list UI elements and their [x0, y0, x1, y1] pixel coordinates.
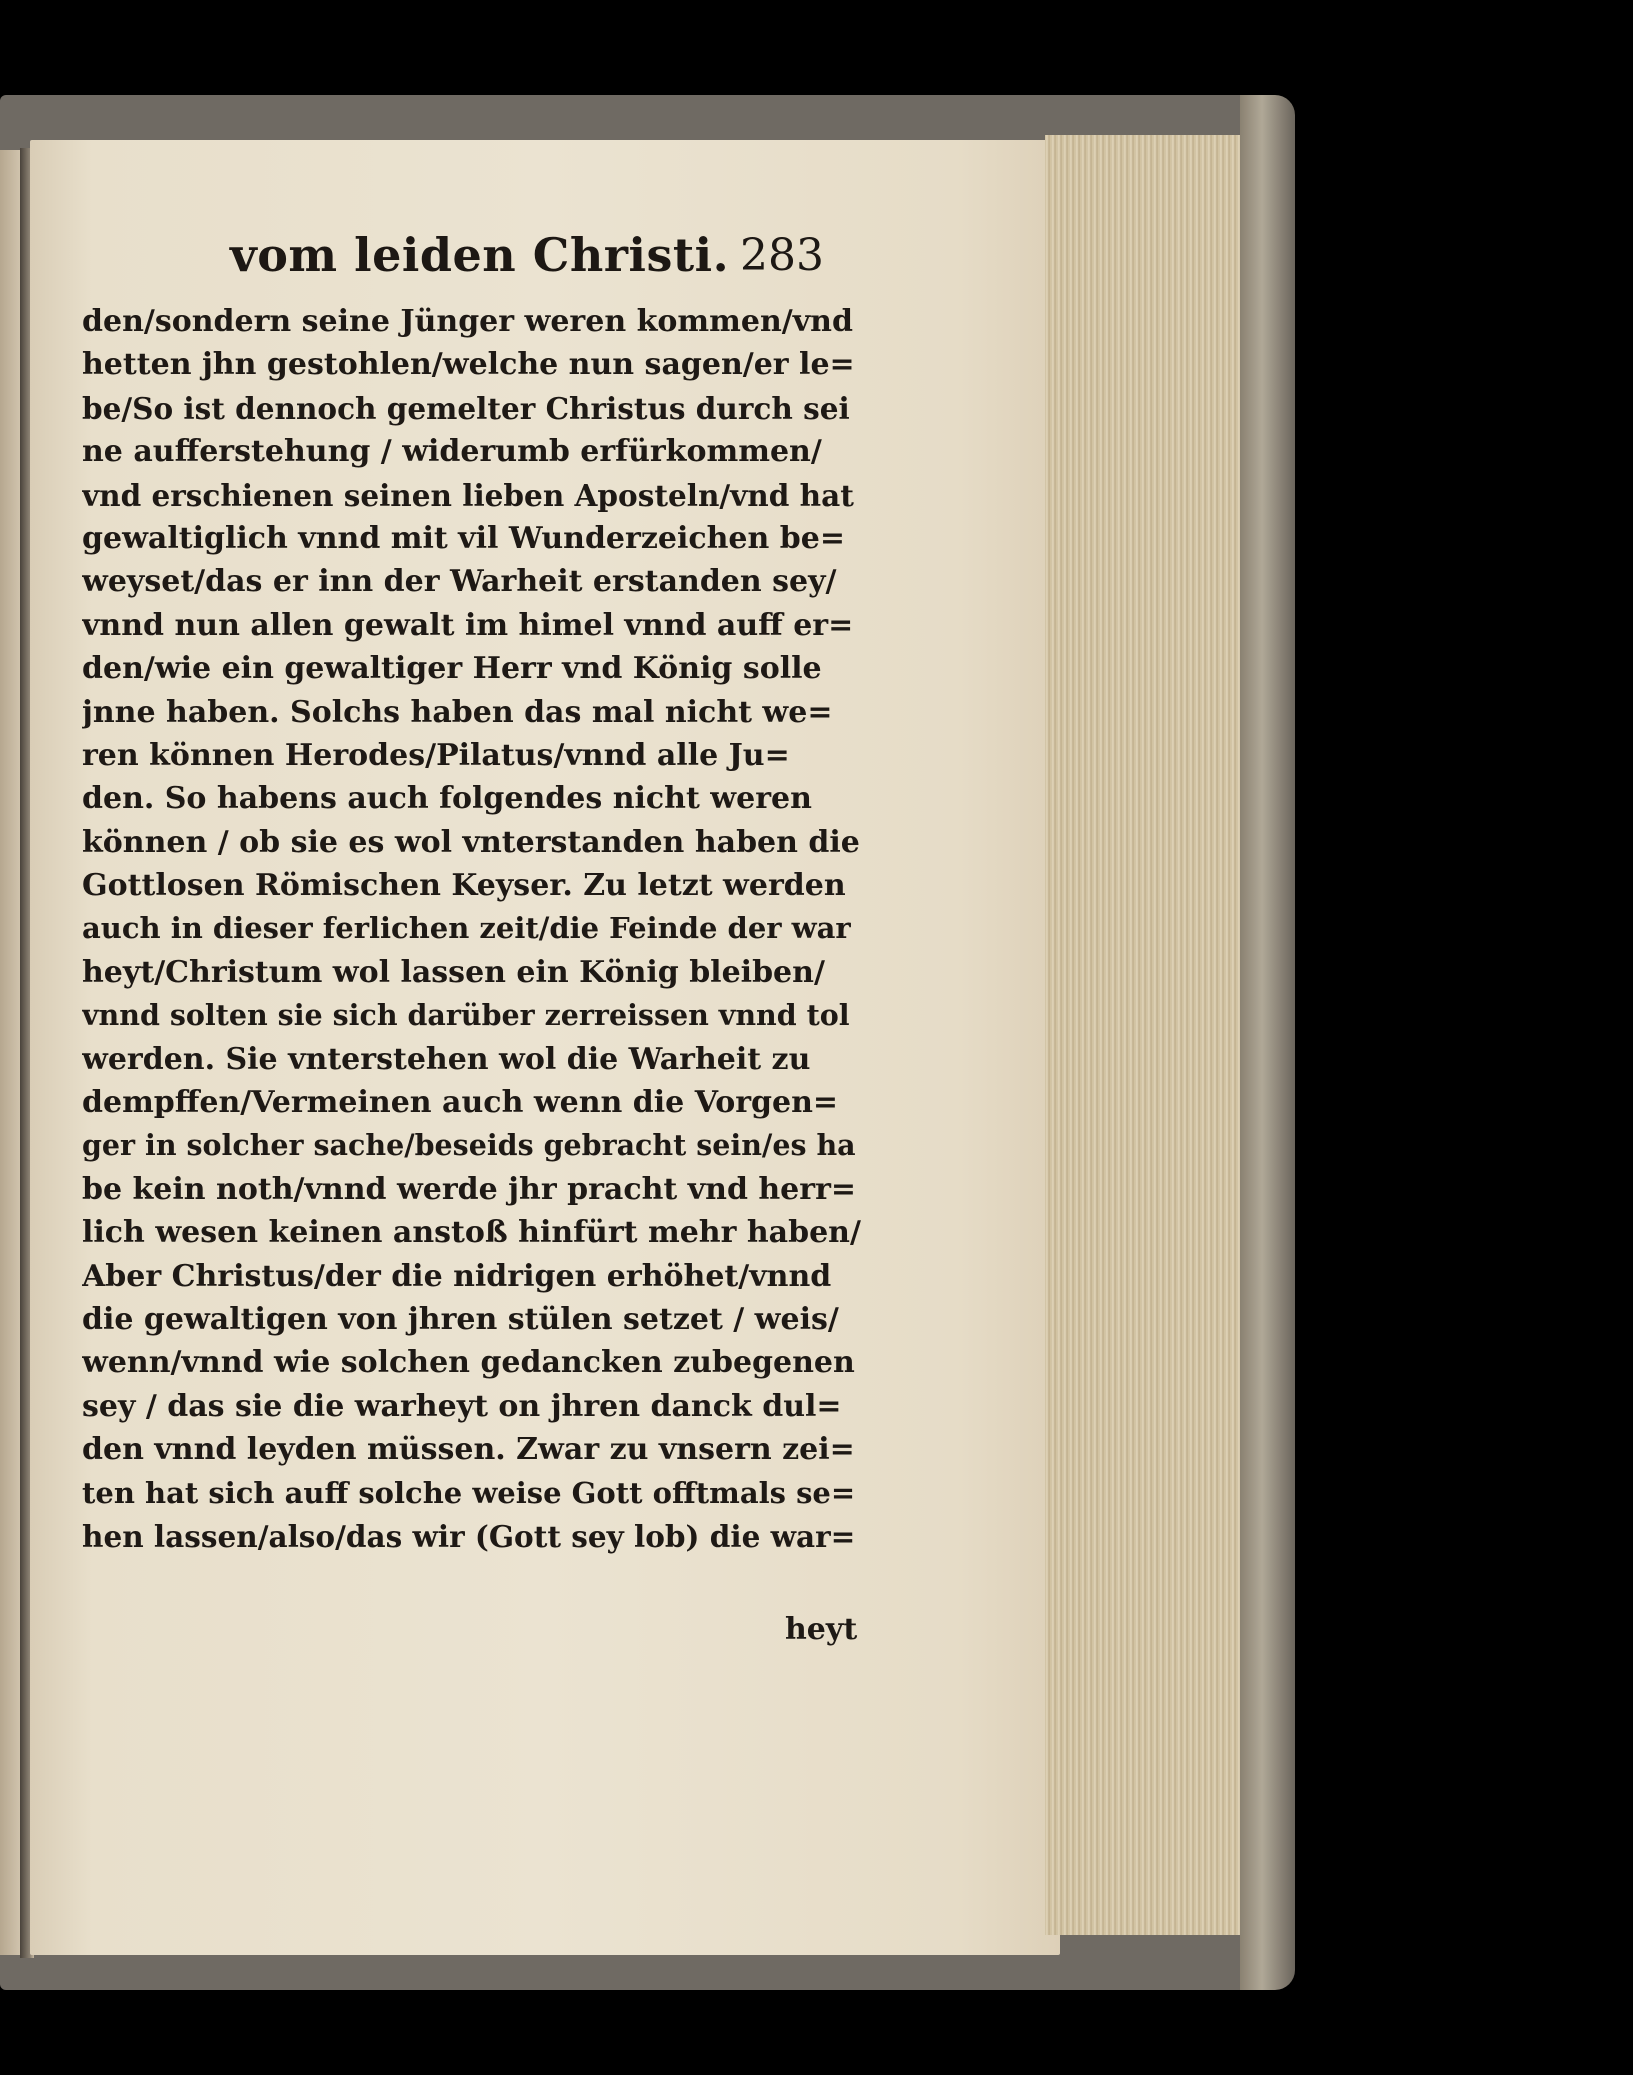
cover-board-edge [1240, 95, 1295, 1990]
text-line: dempffen/Vermeinen auch wenn die Vorgen= [82, 1085, 839, 1121]
text-line: hetten jhn gestohlen/welche nun sagen/er le= [82, 347, 855, 383]
text-line: Gottlosen Römischen Keyser. Zu letzt werden [82, 868, 846, 904]
page-block-edges [1045, 135, 1250, 1935]
text-line: die gewaltigen von jhren stülen setzet / weis/ [82, 1301, 839, 1337]
text-line: den vnnd leyden müssen. Zwar zu vnsern zei= [82, 1432, 855, 1468]
text-line: auch in dieser ferlichen zeit/die Feinde der war [82, 911, 851, 946]
text-line: be kein noth/vnnd werde jhr pracht vnd herr= [82, 1171, 857, 1207]
text-line: vnnd solten sie sich darüber zerreissen vnnd tol [82, 998, 850, 1033]
text-line: jnne haben. Solchs haben das mal nicht we= [82, 694, 833, 730]
text-line: vnnd nun allen gewalt im himel vnnd auff er= [82, 607, 854, 643]
text-line: lich wesen keinen anstoß hinfürt mehr haben/ [82, 1215, 861, 1251]
text-line: heyt/Christum wol lassen ein König bleiben/ [82, 954, 825, 990]
text-line: gewaltiglich vnnd mit vil Wunderzeichen be= [82, 520, 845, 556]
text-line: ten hat sich auff solche weise Gott offtmals se= [82, 1475, 856, 1510]
text-line: ren können Herodes/Pilatus/vnnd alle Ju= [82, 737, 790, 773]
text-line: können / ob sie es wol vnterstanden haben die [82, 824, 860, 860]
text-line: sey / das sie die warheyt on jhren danck dul= [82, 1388, 842, 1424]
page-header [230, 228, 830, 298]
text-line: wenn/vnnd wie solchen gedancken zubegenen [82, 1345, 855, 1381]
text-line: den/sondern seine Jünger weren kommen/vnd [82, 304, 853, 339]
text-line: vnd erschienen seinen lieben Aposteln/vnd hat [82, 477, 854, 513]
text-line: weyset/das er inn der Warheit erstanden sey/ [82, 564, 837, 600]
catchword: heyt [785, 1612, 858, 1647]
text-line: hen lassen/also/das wir (Gott sey lob) die war= [82, 1518, 856, 1554]
text-line: be/So ist dennoch gemelter Christus durch sei [82, 390, 850, 426]
text-line: ger in solcher sache/beseids gebracht sein/es ha [82, 1128, 856, 1163]
page-number: 283 [740, 230, 824, 281]
running-head: vom leiden Christi. [230, 228, 730, 282]
text-line: den/wie ein gewaltiger Herr vnd König solle [82, 651, 822, 687]
text-line: den. So habens auch folgendes nicht weren [82, 781, 812, 817]
text-line: werden. Sie vnterstehen wol die Warheit zu [82, 1041, 811, 1077]
text-line: ne aufferstehung / widerumb erfürkommen/ [82, 434, 822, 470]
text-line: Aber Christus/der die nidrigen erhöhet/vnnd [82, 1258, 832, 1294]
body-text [82, 300, 862, 1558]
